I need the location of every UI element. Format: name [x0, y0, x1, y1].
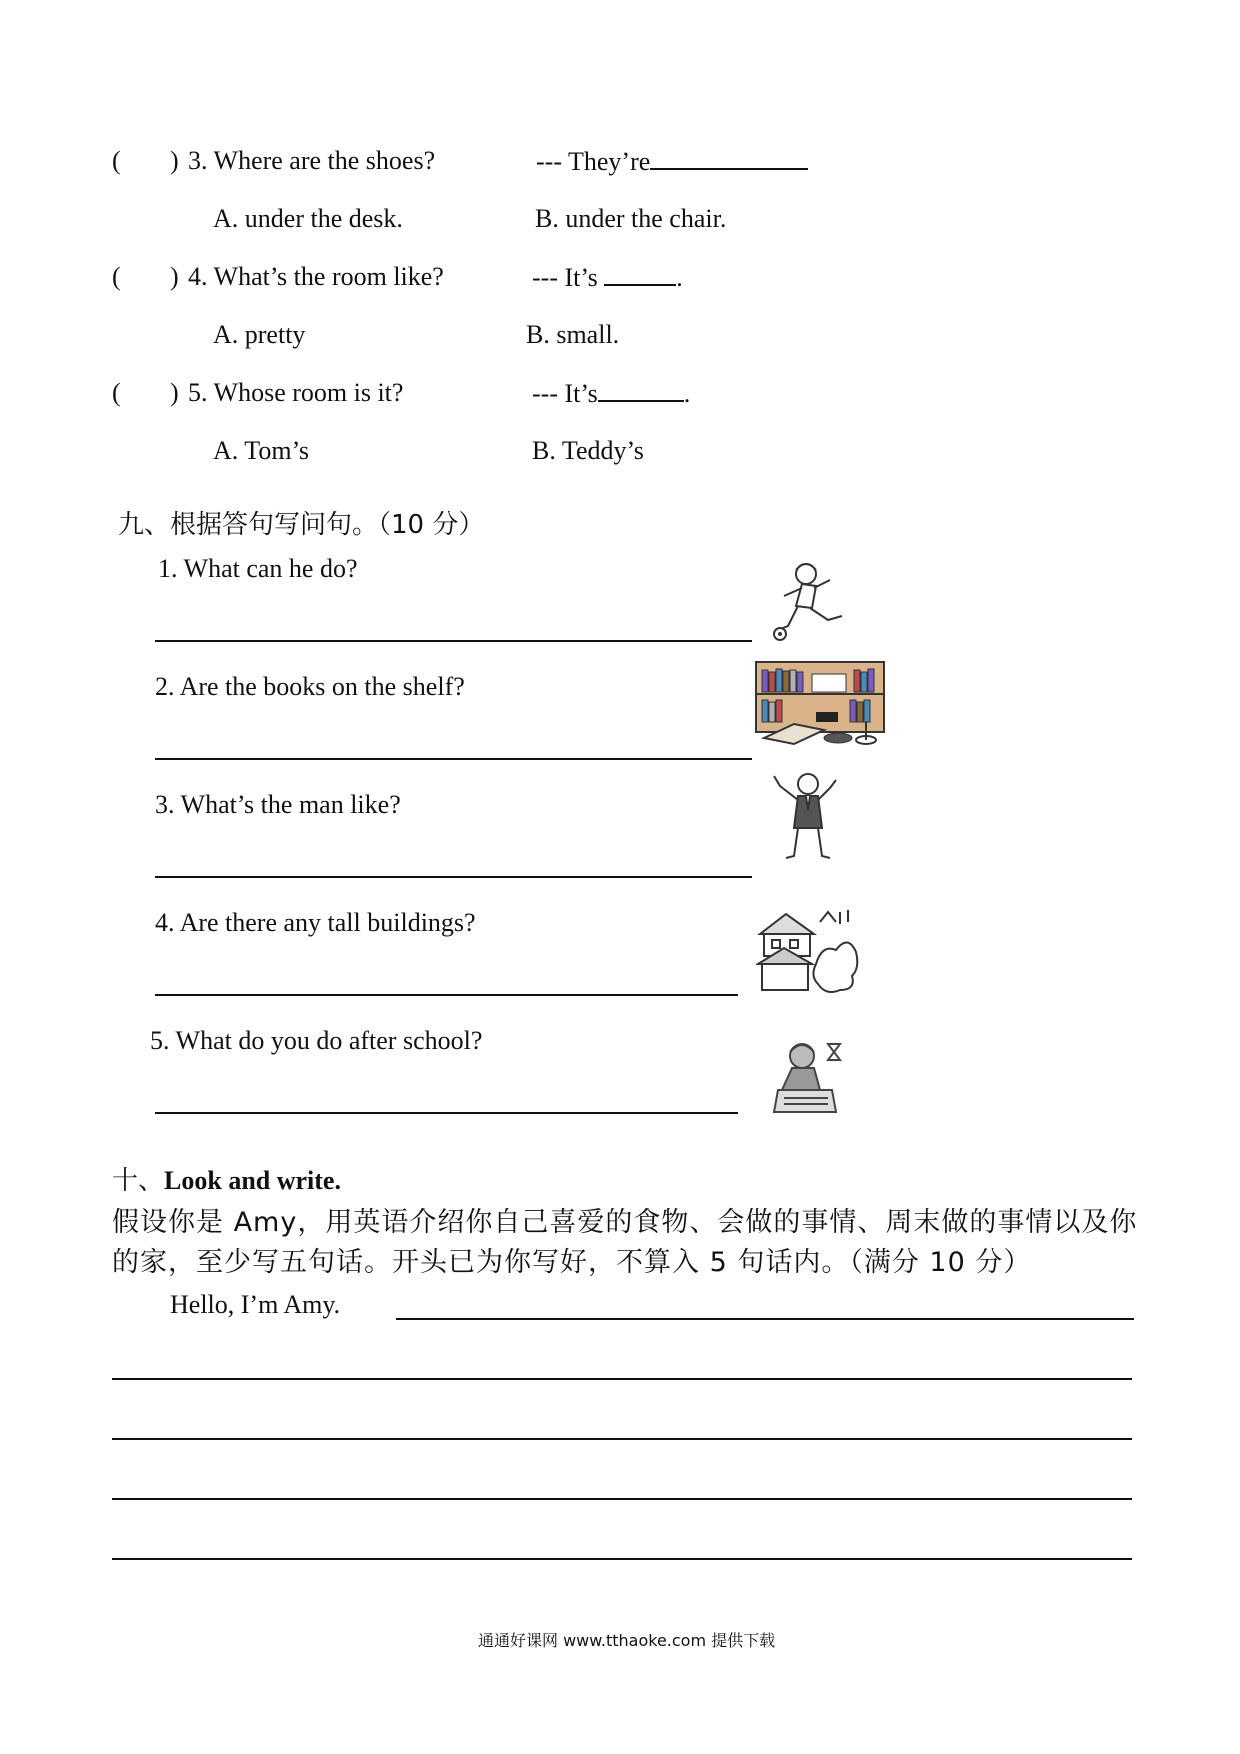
answer-paren-close: )	[170, 378, 179, 407]
question-text: 3. Where are the shoes?	[188, 146, 436, 175]
answer-paren-open: (	[112, 262, 121, 291]
girl-reading-icon	[770, 1038, 844, 1118]
section-9-title: 九、根据答句写问句。（10 分）	[118, 510, 485, 540]
answer-line[interactable]	[155, 876, 752, 878]
answer-paren-close: )	[170, 146, 179, 175]
boy-playing-football-icon	[768, 560, 858, 642]
answer-prefix: --- It’s	[532, 263, 598, 292]
man-in-suit-icon	[768, 770, 840, 862]
answer-paren-open: (	[112, 378, 121, 407]
option-b: B. small.	[526, 320, 620, 349]
section-10-instruction-line-2: 的家，至少写五句话。开头已为你写好，不算入 5 句话内。（满分 10 分）	[112, 1247, 1032, 1278]
question-text: 4. Are there any tall buildings?	[155, 908, 476, 937]
question-text: 5. Whose room is it?	[188, 378, 404, 407]
answer-prefix: --- They’re	[536, 147, 651, 176]
footer-text: 通通好课网 www.tthaoke.com 提供下载	[478, 1631, 776, 1650]
writing-line[interactable]	[112, 1378, 1132, 1380]
bookshelf-icon	[754, 660, 886, 746]
question-text: 4. What’s the room like?	[188, 262, 444, 291]
question-text: 3. What’s the man like?	[155, 790, 401, 819]
section-10-heading: Look and write.	[164, 1166, 341, 1195]
section-10-instruction-line-1: 假设你是 Amy，用英语介绍你自己喜爱的食物、会做的事情、周末做的事情以及你	[112, 1207, 1138, 1238]
section-10-title	[112, 1160, 341, 1197]
answer-paren-close: )	[170, 262, 179, 291]
writing-line[interactable]	[112, 1438, 1132, 1440]
answer-prefix: --- It’s	[532, 379, 598, 408]
option-a: A. Tom’s	[213, 436, 309, 465]
answer-line[interactable]	[155, 1112, 738, 1114]
answer-line[interactable]	[155, 994, 738, 996]
question-text: 2. Are the books on the shelf?	[155, 672, 465, 701]
writing-line[interactable]	[112, 1558, 1132, 1560]
answer-paren-open: (	[112, 146, 121, 175]
question-text: 1. What can he do?	[158, 554, 358, 583]
option-a: A. pretty	[213, 320, 306, 349]
option-b: B. Teddy’s	[532, 436, 644, 465]
section-10-number: 十、	[112, 1166, 165, 1196]
answer-blank[interactable]	[598, 378, 684, 402]
answer-line[interactable]	[155, 758, 752, 760]
option-b: B. under the chair.	[535, 204, 727, 233]
answer-prompt	[532, 262, 683, 293]
answer-suffix: .	[676, 263, 683, 292]
answer-suffix: .	[683, 379, 691, 408]
writing-line[interactable]	[112, 1498, 1132, 1500]
village-houses-icon	[756, 904, 860, 996]
writing-start-text: Hello, I’m Amy.	[170, 1290, 341, 1319]
answer-blank[interactable]	[650, 146, 808, 170]
answer-prompt	[532, 378, 690, 409]
answer-line[interactable]	[155, 640, 752, 642]
option-a: A. under the desk.	[213, 204, 403, 233]
writing-line[interactable]	[396, 1318, 1134, 1320]
answer-blank[interactable]	[604, 262, 676, 286]
question-text: 5. What do you do after school?	[150, 1026, 483, 1055]
answer-prompt	[536, 146, 808, 177]
